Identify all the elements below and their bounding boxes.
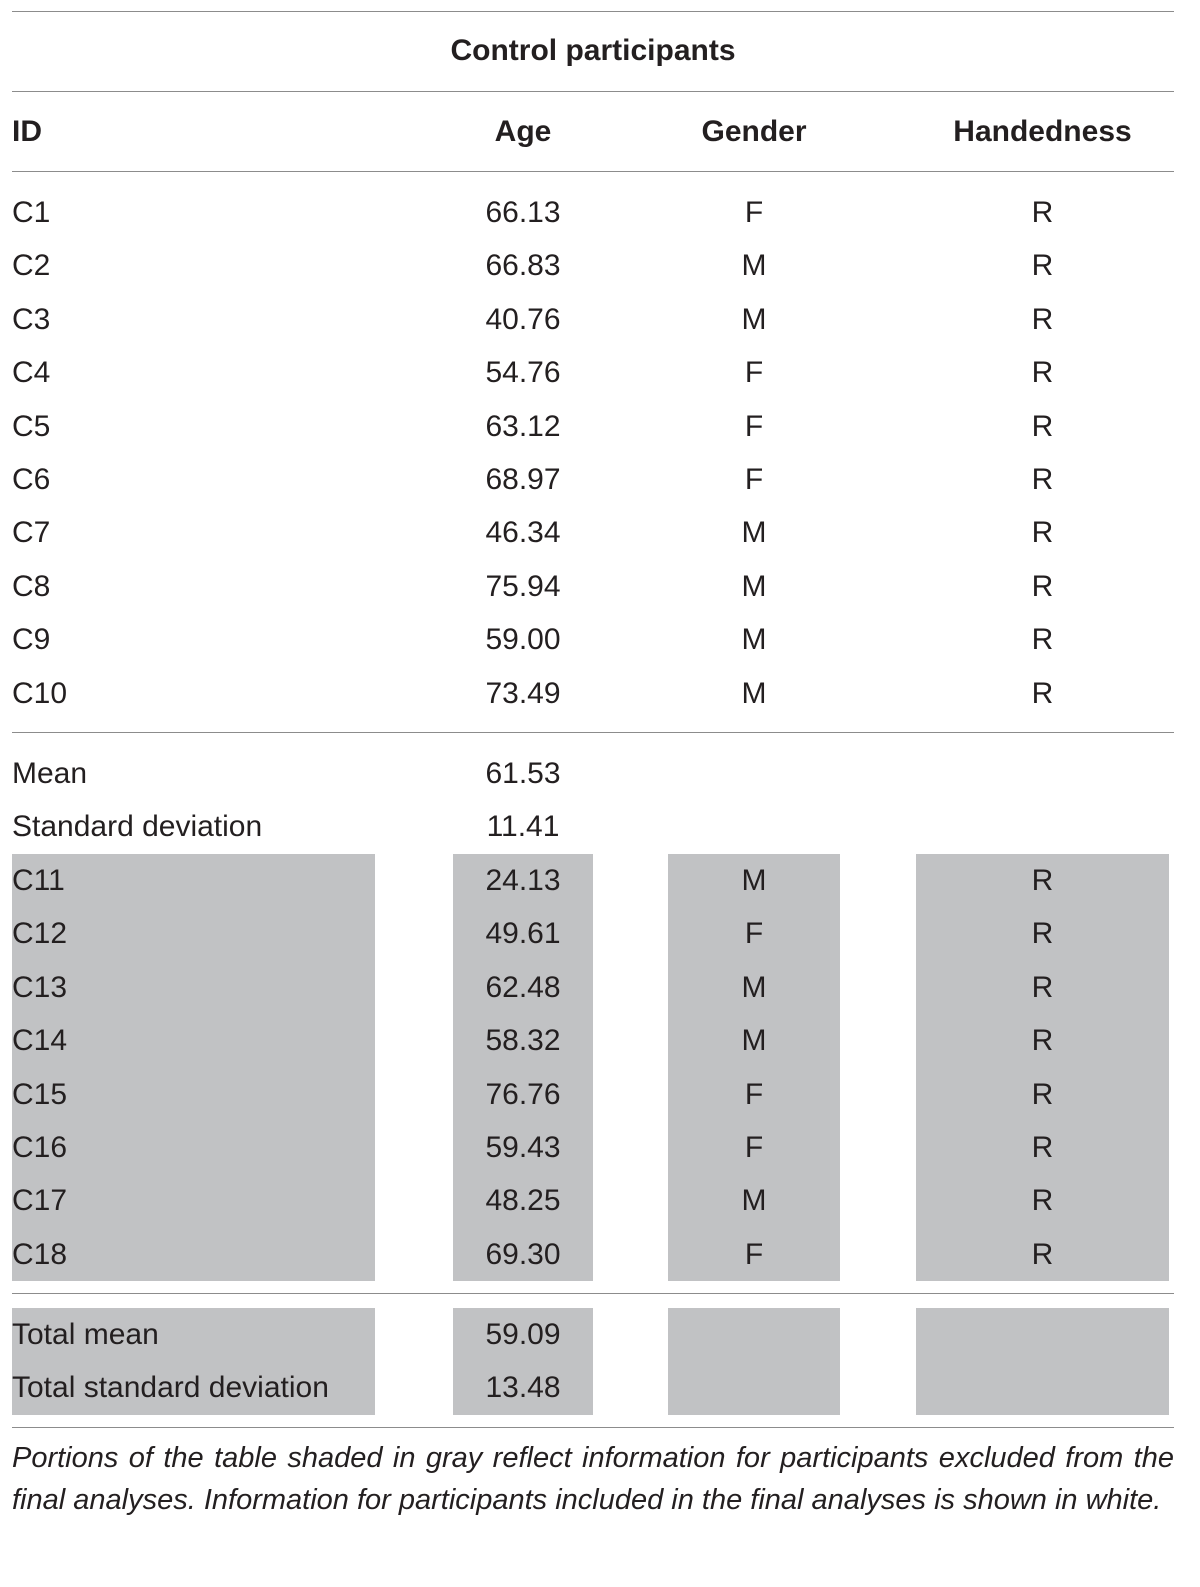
participant-age: 59.43 (485, 1131, 561, 1164)
participant-id: C11 (12, 864, 65, 897)
participant-handedness: R (1031, 1024, 1054, 1058)
participant-handedness: R (1031, 864, 1054, 897)
participant-id: C7 (12, 516, 51, 550)
participant-id: C8 (12, 569, 51, 603)
participant-age: 40.76 (485, 302, 561, 336)
participant-gender: F (744, 409, 764, 443)
participant-gender: F (744, 917, 764, 951)
participant-gender: M (741, 1184, 767, 1218)
participant-gender: M (741, 623, 767, 657)
summary-value: 59.09 (485, 1318, 561, 1351)
participant-age: 58.32 (485, 1024, 561, 1058)
table-footnote: Portions of the table shaded in gray reflect information for participants excluded from the final analyses. Information for participants included in the final analyses is shown in white. (12, 1442, 1174, 1516)
table-bottom-rule (12, 1427, 1174, 1428)
excluded-rule (12, 1293, 1174, 1294)
participant-gender: F (744, 1077, 764, 1111)
column-header-handedness: Handedness (953, 115, 1132, 148)
title-rule (12, 91, 1174, 92)
participant-handedness: R (1031, 623, 1054, 657)
column-header-gender: Gender (701, 115, 807, 148)
participant-gender: F (744, 1131, 764, 1164)
included-rule (12, 732, 1174, 733)
participant-handedness: R (1031, 1077, 1054, 1111)
participant-id: C2 (12, 249, 51, 283)
participant-age: 75.94 (485, 569, 561, 603)
participant-handedness: R (1031, 356, 1054, 390)
participant-gender: F (744, 1237, 764, 1271)
participant-age: 63.12 (485, 409, 561, 443)
participant-handedness: R (1031, 463, 1054, 496)
column-header-id: ID (12, 115, 42, 148)
participant-id: C17 (12, 1184, 68, 1218)
participant-handedness: R (1031, 676, 1054, 710)
participant-handedness: R (1031, 1237, 1054, 1271)
participant-gender: F (744, 463, 764, 496)
participant-age: 76.76 (485, 1077, 561, 1111)
participant-handedness: R (1031, 249, 1054, 283)
participant-gender: M (741, 516, 767, 550)
totals-shade-handedness (916, 1308, 1169, 1415)
participant-gender: M (741, 970, 767, 1004)
summary-value: 13.48 (485, 1371, 561, 1405)
participant-age: 54.76 (485, 356, 561, 390)
summary-label: Total standard deviation (12, 1371, 329, 1405)
participant-gender: M (741, 302, 767, 336)
column-header-age: Age (494, 115, 552, 148)
participant-age: 66.13 (485, 196, 561, 229)
participant-gender: F (744, 196, 764, 229)
participant-age: 73.49 (485, 676, 561, 710)
participant-handedness: R (1031, 196, 1054, 229)
table-top-rule (12, 11, 1174, 12)
participant-handedness: R (1031, 970, 1054, 1004)
participant-age: 46.34 (485, 516, 561, 550)
participant-id: C3 (12, 302, 51, 336)
participant-age: 62.48 (485, 970, 561, 1004)
participant-id: C5 (12, 409, 51, 443)
participant-id: C4 (12, 356, 51, 390)
participant-gender: M (741, 249, 767, 283)
participant-gender: M (741, 1024, 767, 1058)
participant-handedness: R (1031, 1131, 1054, 1164)
participant-age: 59.00 (485, 623, 561, 657)
participant-gender: F (744, 356, 764, 390)
participant-age: 68.97 (485, 463, 561, 496)
participant-id: C10 (12, 676, 68, 710)
participant-age: 66.83 (485, 249, 561, 283)
participant-gender: M (741, 864, 767, 897)
participant-handedness: R (1031, 917, 1054, 951)
participant-id: C18 (12, 1237, 68, 1271)
participant-handedness: R (1031, 516, 1054, 550)
participant-gender: M (741, 676, 767, 710)
participant-age: 49.61 (485, 917, 561, 951)
participant-id: C14 (12, 1024, 68, 1058)
summary-value: 61.53 (485, 757, 561, 790)
participant-id: C12 (12, 917, 68, 951)
participant-gender: M (741, 569, 767, 603)
summary-value: 11.41 (486, 810, 560, 844)
participant-handedness: R (1031, 302, 1054, 336)
participant-id: C13 (12, 970, 68, 1004)
participant-age: 24.13 (485, 864, 561, 897)
participant-handedness: R (1031, 409, 1054, 443)
participant-id: C1 (12, 196, 51, 229)
summary-label: Total mean (12, 1318, 159, 1351)
table-title: Control participants (450, 34, 736, 67)
control-participants-table (12, 0, 1174, 1587)
participant-handedness: R (1031, 1184, 1054, 1218)
summary-label: Standard deviation (12, 810, 263, 844)
totals-shade-gender (668, 1308, 840, 1415)
summary-label: Mean (12, 757, 88, 790)
participant-handedness: R (1031, 569, 1054, 603)
header-rule (12, 171, 1174, 172)
participant-id: C9 (12, 623, 51, 657)
participant-age: 48.25 (485, 1184, 561, 1218)
participant-id: C15 (12, 1077, 68, 1111)
participant-age: 69.30 (485, 1237, 561, 1271)
participant-id: C16 (12, 1131, 68, 1164)
participant-id: C6 (12, 463, 51, 496)
